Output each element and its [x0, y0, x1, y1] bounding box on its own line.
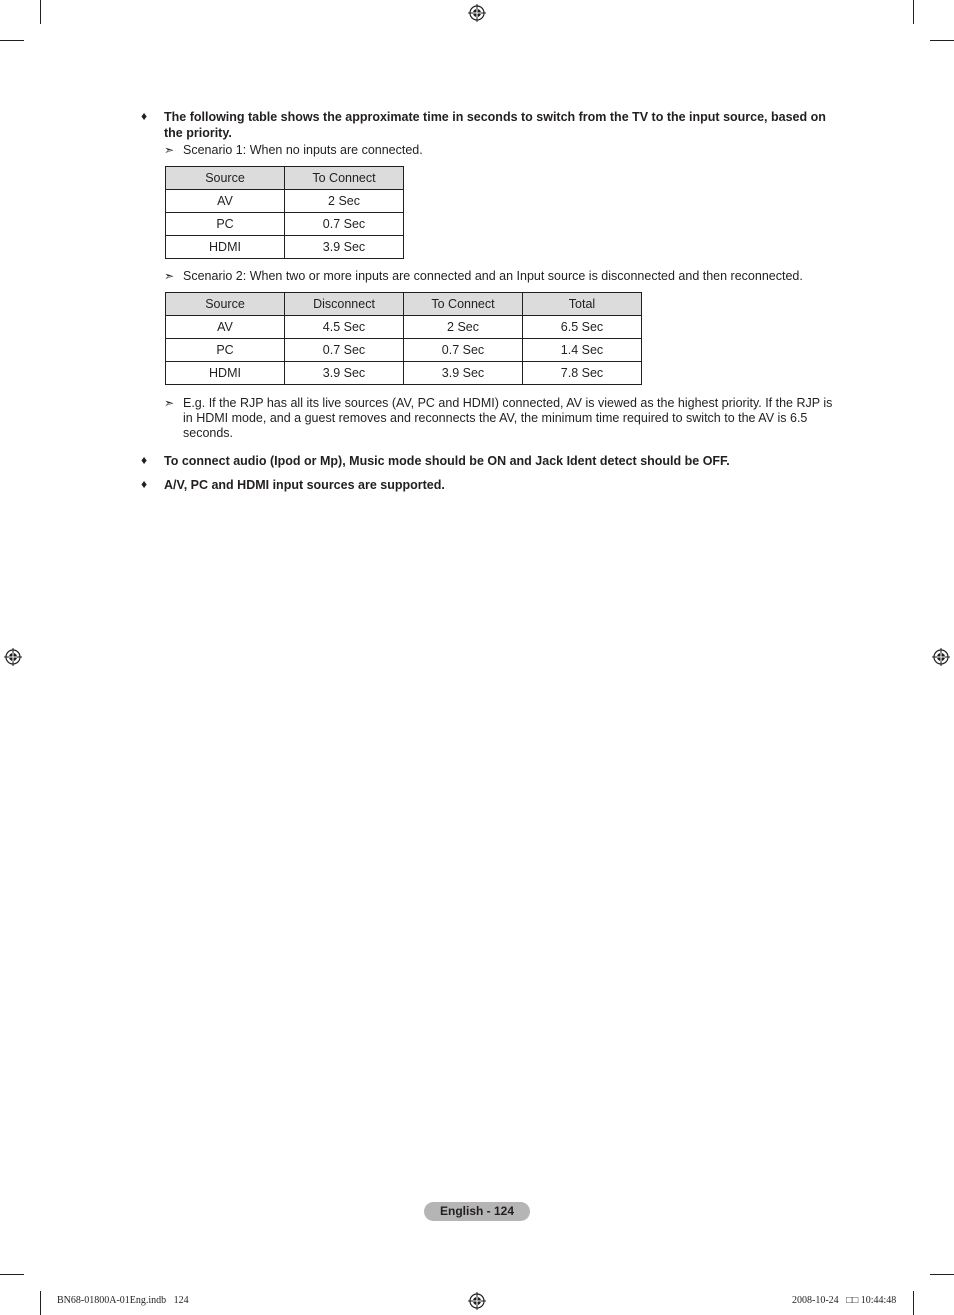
registration-mark-icon	[468, 1292, 486, 1310]
table-cell: 0.7 Sec	[404, 339, 523, 362]
bullet-icon: ♦	[141, 109, 148, 123]
table-header-cell: Source	[166, 167, 285, 190]
table-cell: PC	[166, 339, 285, 362]
table-row	[166, 190, 404, 213]
registration-mark-icon	[4, 648, 22, 666]
arrow-icon: ➣	[164, 269, 175, 283]
table-cell: AV	[166, 190, 285, 213]
table-cell: HDMI	[166, 362, 285, 385]
bullet-icon: ♦	[141, 477, 148, 491]
registration-mark-icon	[932, 648, 950, 666]
crop-mark	[0, 40, 24, 41]
table-header-row	[166, 167, 404, 190]
footer-timestamp: 2008-10-24 □□ 10:44:48	[792, 1295, 897, 1306]
crop-mark	[40, 0, 41, 24]
scenario-2-note: Scenario 2: When two or more inputs are connected and an Input source is disconnected and then reconnected.	[183, 269, 803, 283]
table-row	[166, 339, 642, 362]
bullet-text: A/V, PC and HDMI input sources are supported.	[164, 478, 445, 492]
page-number-badge: English - 124	[424, 1202, 530, 1221]
table-header-cell: Total	[523, 293, 642, 316]
arrow-icon: ➣	[164, 143, 175, 157]
table-cell: 0.7 Sec	[285, 213, 404, 236]
table-cell: 2 Sec	[285, 190, 404, 213]
table-cell: 7.8 Sec	[523, 362, 642, 385]
scenario-1-table	[165, 166, 404, 259]
bullet-text: The following table shows the approximate time in seconds to switch from the TV to the input source, based on the priority.	[164, 110, 826, 140]
crop-mark	[913, 1291, 914, 1315]
crop-mark	[40, 1291, 41, 1315]
crop-mark	[0, 1274, 24, 1275]
table-cell: 3.9 Sec	[285, 236, 404, 259]
table-cell: PC	[166, 213, 285, 236]
table-cell: 6.5 Sec	[523, 316, 642, 339]
scenario-2-table	[165, 292, 642, 385]
example-note: E.g. If the RJP has all its live sources (AV, PC and HDMI) connected, AV is viewed as the highest priority. If the RJP is in HDMI mode, and a guest removes and reconnects the AV, the minimum time required to switch to the AV is 6.5 seconds.	[183, 396, 833, 440]
table-cell: 0.7 Sec	[285, 339, 404, 362]
table-row	[166, 213, 404, 236]
table-header-cell: Disconnect	[285, 293, 404, 316]
footer-file-info: BN68-01800A-01Eng.indb 124	[57, 1295, 189, 1306]
table-cell: HDMI	[166, 236, 285, 259]
table-header-cell: To Connect	[404, 293, 523, 316]
table-cell: 4.5 Sec	[285, 316, 404, 339]
table-cell: 3.9 Sec	[285, 362, 404, 385]
table-row	[166, 236, 404, 259]
scenario-1-note: Scenario 1: When no inputs are connected.	[183, 143, 423, 157]
registration-mark-icon	[468, 4, 486, 22]
table-cell: 1.4 Sec	[523, 339, 642, 362]
table-cell: AV	[166, 316, 285, 339]
bullet-icon: ♦	[141, 453, 148, 467]
table-row	[166, 316, 642, 339]
table-header-cell: To Connect	[285, 167, 404, 190]
table-header-cell: Source	[166, 293, 285, 316]
arrow-icon: ➣	[164, 396, 175, 410]
table-cell: 3.9 Sec	[404, 362, 523, 385]
crop-mark	[930, 40, 954, 41]
bullet-text: To connect audio (Ipod or Mp), Music mode should be ON and Jack Ident detect should be OFF.	[164, 454, 730, 468]
table-header-row	[166, 293, 642, 316]
table-row	[166, 362, 642, 385]
table-cell: 2 Sec	[404, 316, 523, 339]
crop-mark	[913, 0, 914, 24]
crop-mark	[930, 1274, 954, 1275]
